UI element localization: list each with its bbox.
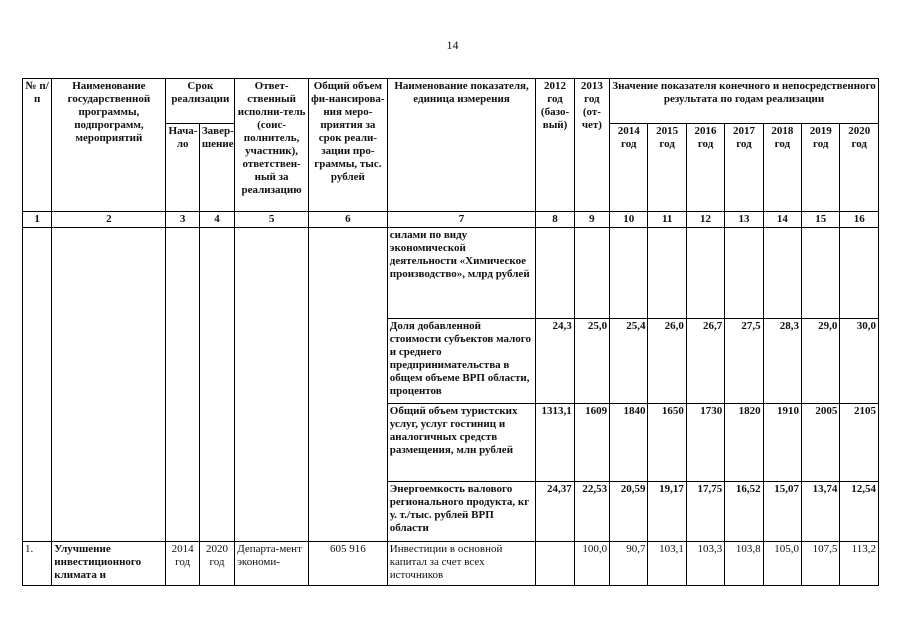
header-program-name: Наименование государственной программы, подпрограмм, мероприятий xyxy=(52,79,166,212)
year-value: 28,3 xyxy=(763,319,801,404)
year-value: 30,0 xyxy=(840,319,879,404)
column-number: 16 xyxy=(840,212,879,228)
year-value: 16,52 xyxy=(725,482,763,542)
column-number: 10 xyxy=(610,212,648,228)
header-year: 2014 год xyxy=(610,124,648,212)
header-year: 2019 год xyxy=(802,124,840,212)
header-year: 2018 год xyxy=(763,124,801,212)
year-value: 2005 xyxy=(802,404,840,482)
empty-cell xyxy=(166,228,199,542)
header-base-year: 2012 год (базо-вый) xyxy=(536,79,574,212)
base-value: 24,3 xyxy=(536,319,574,404)
header-indicator: Наименование показателя, единица измерения xyxy=(387,79,536,212)
year-value: 90,7 xyxy=(610,542,648,586)
header-financing: Общий объем фи-нансирова-ния меро-приятия за срок реали-зации про-граммы, тыс. рублей xyxy=(308,79,387,212)
year-value: 1820 xyxy=(725,404,763,482)
header-year: 2020 год xyxy=(840,124,879,212)
year-value: 107,5 xyxy=(802,542,840,586)
column-number: 3 xyxy=(166,212,199,228)
year-value: 103,8 xyxy=(725,542,763,586)
header-number: № п/п xyxy=(23,79,52,212)
empty-cell xyxy=(52,228,166,542)
year-value: 13,74 xyxy=(802,482,840,542)
year-value: 1730 xyxy=(686,404,724,482)
header-end: Завер-шение xyxy=(199,124,234,212)
year-value: 1910 xyxy=(763,404,801,482)
year-value: 19,17 xyxy=(648,482,686,542)
column-number: 5 xyxy=(235,212,309,228)
indicator-name: силами по виду экономической деятельности «Химическое производство», млрд рублей xyxy=(387,228,536,319)
column-number: 14 xyxy=(763,212,801,228)
empty-cell xyxy=(235,228,309,542)
table-row xyxy=(23,228,879,319)
header-executor: Ответ-ственный исполни-тель (соис-полнитель, участник), ответствен-ный за реализацию xyxy=(235,79,309,212)
report-value xyxy=(574,228,609,319)
year-value: 12,54 xyxy=(840,482,879,542)
column-number: 6 xyxy=(308,212,387,228)
program-end: 2020 год xyxy=(199,542,234,586)
header-start: Нача-ло xyxy=(166,124,199,212)
column-number: 9 xyxy=(574,212,609,228)
column-number: 15 xyxy=(802,212,840,228)
year-value: 103,3 xyxy=(686,542,724,586)
column-number: 12 xyxy=(686,212,724,228)
year-value: 26,0 xyxy=(648,319,686,404)
report-value: 25,0 xyxy=(574,319,609,404)
year-value: 1650 xyxy=(648,404,686,482)
year-value xyxy=(686,228,724,319)
year-value xyxy=(648,228,686,319)
year-value: 103,1 xyxy=(648,542,686,586)
base-value xyxy=(536,542,574,586)
program-financing: 605 916 xyxy=(308,542,387,586)
column-number: 13 xyxy=(725,212,763,228)
indicator-name: Инвестиции в основной капитал за счет всех источников xyxy=(387,542,536,586)
header-year: 2015 год xyxy=(648,124,686,212)
base-value: 1313,1 xyxy=(536,404,574,482)
year-value: 26,7 xyxy=(686,319,724,404)
base-value: 24,37 xyxy=(536,482,574,542)
column-number: 1 xyxy=(23,212,52,228)
column-number: 11 xyxy=(648,212,686,228)
year-value xyxy=(840,228,879,319)
year-value: 17,75 xyxy=(686,482,724,542)
program-executor: Департа-мент экономи- xyxy=(235,542,309,586)
year-value: 2105 xyxy=(840,404,879,482)
report-value: 100,0 xyxy=(574,542,609,586)
column-number: 7 xyxy=(387,212,536,228)
year-value: 27,5 xyxy=(725,319,763,404)
program-row xyxy=(23,542,879,586)
indicator-name: Общий объем туристских услуг, услуг гостиниц и аналогичных средств размещения, млн рублей xyxy=(387,404,536,482)
page-number: 14 xyxy=(446,38,459,52)
year-value: 29,0 xyxy=(802,319,840,404)
column-number: 2 xyxy=(52,212,166,228)
empty-cell xyxy=(199,228,234,542)
year-value xyxy=(802,228,840,319)
year-value: 20,59 xyxy=(610,482,648,542)
report-value: 1609 xyxy=(574,404,609,482)
empty-cell xyxy=(308,228,387,542)
indicator-name: Энергоемкость валового регионального продукта, кг у. т./тыс. рублей ВРП области xyxy=(387,482,536,542)
program-name: Улучшение инвестиционного климата и xyxy=(52,542,166,586)
program-start: 2014 год xyxy=(166,542,199,586)
year-value: 105,0 xyxy=(763,542,801,586)
header-values-by-year: Значение показателя конечного и непосредственного результата по годам реализации xyxy=(610,79,879,124)
indicator-name: Доля добавленной стоимости субъектов малого и среднего предпринимательства в общем объеме ВРП области, процентов xyxy=(387,319,536,404)
column-number: 8 xyxy=(536,212,574,228)
program-number: 1. xyxy=(23,542,52,586)
year-value xyxy=(610,228,648,319)
year-value xyxy=(725,228,763,319)
header-report-year: 2013 год (от-чет) xyxy=(574,79,609,212)
base-value xyxy=(536,228,574,319)
indicators-table xyxy=(22,78,879,586)
year-value: 113,2 xyxy=(840,542,879,586)
header-year: 2017 год xyxy=(725,124,763,212)
year-value: 15,07 xyxy=(763,482,801,542)
year-value: 25,4 xyxy=(610,319,648,404)
year-value: 1840 xyxy=(610,404,648,482)
header-term: Срок реализации xyxy=(166,79,235,124)
column-number: 4 xyxy=(199,212,234,228)
header-year: 2016 год xyxy=(686,124,724,212)
empty-cell xyxy=(23,228,52,542)
report-value: 22,53 xyxy=(574,482,609,542)
year-value xyxy=(763,228,801,319)
